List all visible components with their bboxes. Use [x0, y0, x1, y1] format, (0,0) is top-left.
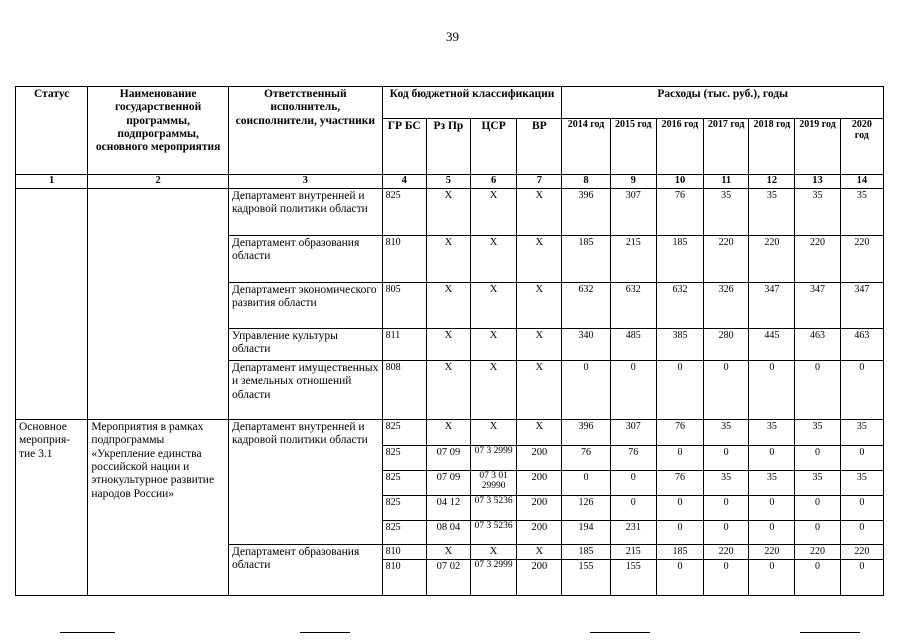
executor-cell: Управление культуры области: [228, 329, 382, 361]
value-cell: 35: [795, 471, 840, 496]
header-year: 2014 год: [562, 119, 610, 175]
value-cell: 0: [749, 496, 795, 521]
footer-rule: [590, 632, 650, 633]
value-cell: 0: [704, 521, 749, 545]
value-cell: 632: [562, 283, 610, 329]
csr-cell: Х: [471, 283, 517, 329]
csr-cell: 07 3 2999: [471, 446, 517, 471]
rzpr-cell: 07 09: [426, 446, 470, 471]
value-cell: 0: [704, 446, 749, 471]
rzpr-cell: 07 02: [426, 560, 470, 596]
value-cell: 0: [704, 496, 749, 521]
value-cell: 76: [656, 189, 703, 236]
vr-cell: Х: [517, 420, 562, 446]
value-cell: 0: [840, 496, 883, 521]
value-cell: 0: [795, 521, 840, 545]
header-status: Статус: [16, 87, 88, 175]
csr-cell: 07 3 01 29990: [471, 471, 517, 496]
column-numbers-row: [16, 175, 884, 189]
value-cell: 215: [610, 236, 656, 283]
value-cell: 0: [610, 471, 656, 496]
vr-cell: 200: [517, 560, 562, 596]
col-number: 4: [382, 175, 426, 189]
value-cell: 35: [749, 471, 795, 496]
col-number: 10: [656, 175, 703, 189]
grbs-cell: 825: [382, 189, 426, 236]
col-number: 3: [228, 175, 382, 189]
value-cell: 215: [610, 545, 656, 560]
col-number: 7: [517, 175, 562, 189]
executor-cell: Департамент образования области: [228, 236, 382, 283]
value-cell: 0: [795, 496, 840, 521]
value-cell: 463: [840, 329, 883, 361]
rzpr-cell: Х: [426, 236, 470, 283]
measure-name: Мероприятия в рамках подпрограммы «Укрепление единства российской нации и этнокультурное развитие народов России»: [88, 420, 229, 596]
value-cell: 385: [656, 329, 703, 361]
header-executor: Ответственный исполнитель, соисполнители, участники: [228, 87, 382, 175]
csr-cell: 07 3 5236: [471, 521, 517, 545]
grbs-cell: 808: [382, 361, 426, 420]
grbs-cell: 811: [382, 329, 426, 361]
value-cell: 347: [749, 283, 795, 329]
grbs-cell: 810: [382, 236, 426, 283]
col-number: 8: [562, 175, 610, 189]
value-cell: 396: [562, 189, 610, 236]
value-cell: 396: [562, 420, 610, 446]
value-cell: 185: [562, 236, 610, 283]
value-cell: 0: [749, 446, 795, 471]
value-cell: 35: [840, 420, 883, 446]
value-cell: 0: [656, 496, 703, 521]
csr-cell: Х: [471, 329, 517, 361]
csr-cell: Х: [471, 236, 517, 283]
value-cell: 126: [562, 496, 610, 521]
value-cell: 35: [749, 420, 795, 446]
header-year: 2019 год: [795, 119, 840, 175]
value-cell: 185: [562, 545, 610, 560]
value-cell: 0: [749, 560, 795, 596]
value-cell: 194: [562, 521, 610, 545]
header-expenses: Расходы (тыс. руб.), годы: [562, 87, 884, 119]
rzpr-cell: Х: [426, 361, 470, 420]
footer-rule: [300, 632, 350, 633]
grbs-cell: 805: [382, 283, 426, 329]
rzpr-cell: 08 04: [426, 521, 470, 545]
col-number: 9: [610, 175, 656, 189]
value-cell: 0: [656, 560, 703, 596]
value-cell: 0: [795, 446, 840, 471]
value-cell: 155: [610, 560, 656, 596]
value-cell: 155: [562, 560, 610, 596]
header-year: 2015 год: [610, 119, 656, 175]
value-cell: 35: [840, 189, 883, 236]
vr-cell: Х: [517, 189, 562, 236]
value-cell: 632: [656, 283, 703, 329]
csr-cell: Х: [471, 189, 517, 236]
value-cell: 0: [562, 471, 610, 496]
value-cell: 0: [610, 496, 656, 521]
value-cell: 35: [840, 471, 883, 496]
value-cell: 326: [704, 283, 749, 329]
value-cell: 220: [704, 545, 749, 560]
value-cell: 76: [562, 446, 610, 471]
value-cell: 231: [610, 521, 656, 545]
value-cell: 35: [704, 471, 749, 496]
value-cell: 185: [656, 545, 703, 560]
grbs-cell: 825: [382, 446, 426, 471]
executor-cell: Департамент экономического развития области: [228, 283, 382, 329]
page-number: 39: [446, 29, 459, 44]
value-cell: 220: [749, 236, 795, 283]
csr-cell: 07 3 5236: [471, 496, 517, 521]
grbs-cell: 825: [382, 471, 426, 496]
value-cell: 0: [562, 361, 610, 420]
header-grbs: ГР БС: [382, 119, 426, 175]
value-cell: 220: [795, 545, 840, 560]
value-cell: 35: [704, 189, 749, 236]
value-cell: 463: [795, 329, 840, 361]
table-row: [16, 189, 884, 236]
value-cell: 35: [795, 420, 840, 446]
rzpr-cell: Х: [426, 283, 470, 329]
col-number: 2: [88, 175, 229, 189]
value-cell: 0: [795, 560, 840, 596]
vr-cell: Х: [517, 329, 562, 361]
rzpr-cell: 04 12: [426, 496, 470, 521]
footer-rule: [60, 632, 115, 633]
value-cell: 307: [610, 420, 656, 446]
value-cell: 0: [704, 361, 749, 420]
vr-cell: 200: [517, 471, 562, 496]
value-cell: 445: [749, 329, 795, 361]
value-cell: 35: [704, 420, 749, 446]
budget-table: [15, 86, 884, 596]
executor-cell: Департамент имущественных и земельных отношений области: [228, 361, 382, 420]
grbs-cell: 810: [382, 560, 426, 596]
header-year: 2018 год: [749, 119, 795, 175]
table-row: [16, 420, 884, 446]
value-cell: 220: [704, 236, 749, 283]
rzpr-cell: 07 09: [426, 471, 470, 496]
executor-cell: Департамент образования области: [228, 545, 382, 596]
header-vr: ВР: [517, 119, 562, 175]
rzpr-cell: Х: [426, 420, 470, 446]
value-cell: 76: [656, 471, 703, 496]
value-cell: 632: [610, 283, 656, 329]
header-name: Наименование государственной программы, подпрограммы, основного мероприятия: [88, 87, 229, 175]
value-cell: 0: [840, 560, 883, 596]
value-cell: 0: [656, 361, 703, 420]
value-cell: 340: [562, 329, 610, 361]
value-cell: 0: [749, 361, 795, 420]
csr-cell: 07 3 2999: [471, 560, 517, 596]
header-year: 2020 год: [840, 119, 883, 175]
vr-cell: Х: [517, 545, 562, 560]
value-cell: 0: [656, 446, 703, 471]
rzpr-cell: Х: [426, 189, 470, 236]
value-cell: 220: [749, 545, 795, 560]
col-number: 13: [795, 175, 840, 189]
vr-cell: 200: [517, 446, 562, 471]
grbs-cell: 825: [382, 420, 426, 446]
col-number: 11: [704, 175, 749, 189]
csr-cell: Х: [471, 420, 517, 446]
executor-cell: Департамент внутренней и кадровой политики области: [228, 420, 382, 545]
header-csr: ЦСР: [471, 119, 517, 175]
executor-cell: Департамент внутренней и кадровой политики области: [228, 189, 382, 236]
rzpr-cell: Х: [426, 329, 470, 361]
value-cell: 76: [610, 446, 656, 471]
header-year: 2016 год: [656, 119, 703, 175]
value-cell: 485: [610, 329, 656, 361]
grbs-cell: 825: [382, 496, 426, 521]
header-year: 2017 год: [704, 119, 749, 175]
value-cell: 220: [840, 545, 883, 560]
rzpr-cell: Х: [426, 545, 470, 560]
vr-cell: Х: [517, 283, 562, 329]
value-cell: 185: [656, 236, 703, 283]
csr-cell: Х: [471, 545, 517, 560]
col-number: 12: [749, 175, 795, 189]
vr-cell: 200: [517, 496, 562, 521]
value-cell: 307: [610, 189, 656, 236]
value-cell: 280: [704, 329, 749, 361]
value-cell: 0: [840, 361, 883, 420]
value-cell: 0: [704, 560, 749, 596]
value-cell: 35: [795, 189, 840, 236]
value-cell: 0: [749, 521, 795, 545]
vr-cell: Х: [517, 361, 562, 420]
vr-cell: 200: [517, 521, 562, 545]
col-number: 5: [426, 175, 470, 189]
measure-status: Основное мероприя-тие 3.1: [16, 420, 88, 596]
header-rzpr: Рз Пр: [426, 119, 470, 175]
col-number: 6: [471, 175, 517, 189]
value-cell: 35: [749, 189, 795, 236]
vr-cell: Х: [517, 236, 562, 283]
grbs-cell: 825: [382, 521, 426, 545]
csr-cell: Х: [471, 361, 517, 420]
col-number: 1: [16, 175, 88, 189]
status-cell-empty: [16, 189, 88, 420]
value-cell: 347: [840, 283, 883, 329]
value-cell: 220: [840, 236, 883, 283]
value-cell: 0: [656, 521, 703, 545]
grbs-cell: 810: [382, 545, 426, 560]
value-cell: 0: [795, 361, 840, 420]
header-budget-code: Код бюджетной классификации: [382, 87, 562, 119]
name-cell-empty: [88, 189, 229, 420]
value-cell: 0: [840, 446, 883, 471]
value-cell: 0: [610, 361, 656, 420]
value-cell: 0: [840, 521, 883, 545]
col-number: 14: [840, 175, 883, 189]
value-cell: 76: [656, 420, 703, 446]
footer-rule: [800, 632, 860, 633]
value-cell: 347: [795, 283, 840, 329]
value-cell: 220: [795, 236, 840, 283]
